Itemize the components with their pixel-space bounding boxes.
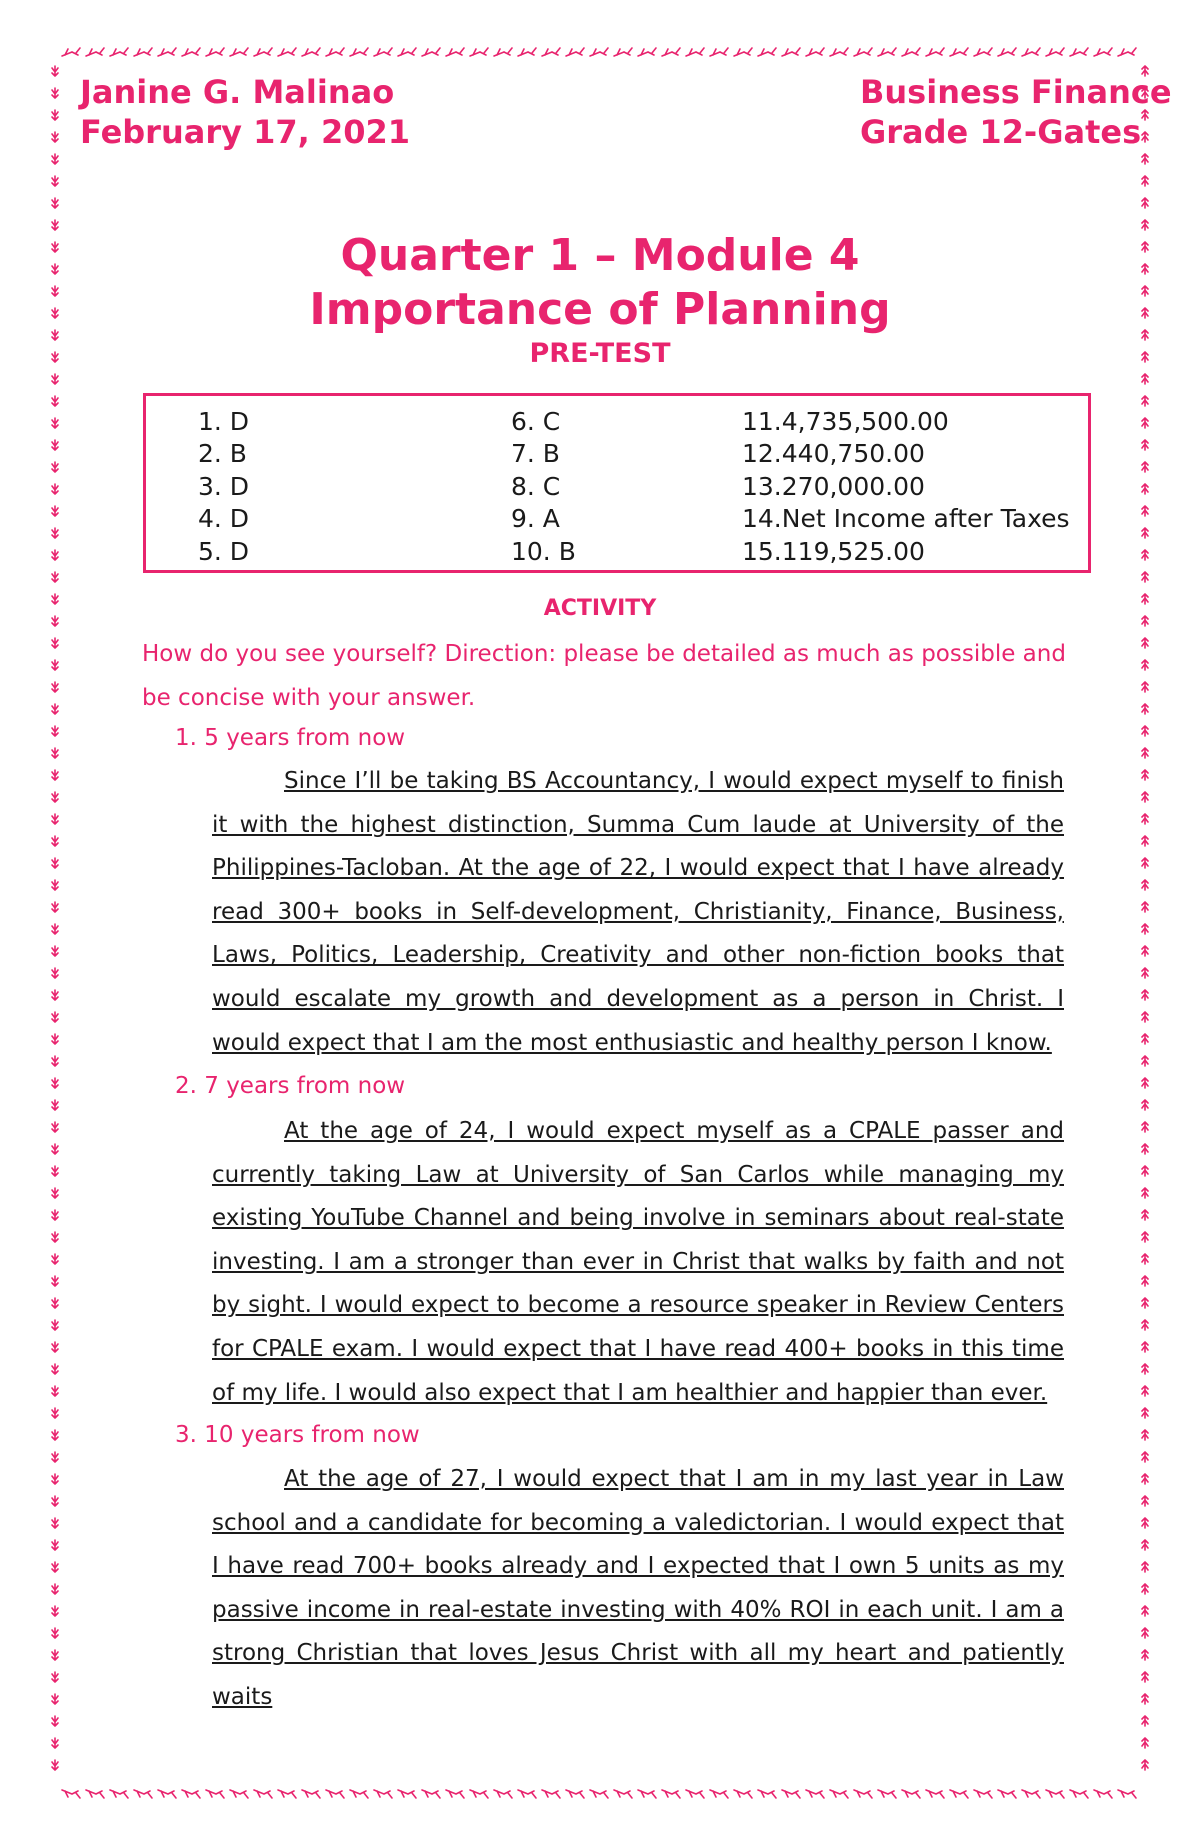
border-bottom-vines [62, 1790, 1136, 1798]
answer-3-paragraph: At the age of 27, I would expect that I am in my last year in Law school and a candidate for becoming a valedictorian. I would expect that I have read 700+ books already and I expected that I own 5 units as my passive income in real-estate investing with 40% ROI in each unit. I am a strong Christian that loves Jesus Christ with all my heart and patiently waits [212, 1466, 1064, 1710]
answer-item: 2. B [198, 439, 247, 469]
question-3-label: 3. 10 years from now [175, 1422, 420, 1448]
answer-item: 5. D [198, 536, 250, 566]
answer-item: 7. B [511, 439, 560, 469]
answer-item: 4. D [198, 504, 250, 534]
answer-item: 11.4,735,500.00 [742, 407, 949, 436]
answer-item: 6. C [511, 407, 561, 436]
answer-item: 3. D [198, 471, 250, 501]
answer-item: 13.270,000.00 [742, 471, 925, 501]
module-subtitle: Importance of Planning [309, 284, 891, 335]
question-1-label: 1. 5 years from now [175, 725, 406, 751]
section-heading: PRE-TEST [529, 338, 671, 369]
answer-item: 14.Net Income after Taxes [742, 504, 1070, 534]
submission-date: February 17, 2021 [80, 113, 410, 151]
answer-column-1 [198, 406, 249, 568]
answer-item: 8. C [511, 471, 561, 501]
border-top-vines [62, 48, 1136, 56]
grade-section: Grade 12-Gates [860, 113, 1142, 151]
activity-heading: ACTIVITY [543, 596, 657, 621]
subject-name: Business Finance [860, 73, 1172, 111]
answer-item: 12.440,750.00 [742, 439, 925, 469]
answer-column-2 [511, 406, 576, 568]
answer-item: 9. A [511, 504, 560, 534]
question-2-label: 2. 7 years from now [175, 1073, 406, 1099]
answer-item: 15.119,525.00 [742, 536, 925, 566]
header-right [860, 72, 1172, 152]
answer-column-3 [742, 406, 1070, 568]
answer-item: 1. D [198, 407, 250, 436]
student-name: Janine G. Malinao [80, 73, 395, 111]
header-left [80, 72, 410, 152]
pretest-answer-box [143, 393, 1091, 573]
module-title: Quarter 1 – Module 4 [340, 230, 860, 281]
activity-direction: How do you see yourself? Direction: please be detailed as much as possible and be concise with your answer. [142, 641, 1066, 711]
answer-item: 10. B [511, 536, 576, 566]
answer-2-paragraph: At the age of 24, I would expect myself as a CPALE passer and currently taking Law at University of San Carlos while managing my existing YouTube Channel and being involve in seminars about real-state investing. I am a stronger than ever in Christ that walks by faith and not by sight. I would expect to become a resource speaker in Review Centers for CPALE exam. I would expect that I have read 400+ books in this time of my life. I would also expect that I am healthier and happier than ever. [212, 1118, 1064, 1406]
answer-1-paragraph: Since I’ll be taking BS Accountancy, I would expect myself to finish it with the highest distinction, Summa Cum laude at University of the Philippines-Tacloban. At the age of 22, I would expect that I have already read 300+ books in Self-development, Christianity, Finance, Business, Laws, Politics, Leadership, Creativity and other non-fiction books that would escalate my growth and development as a person in Christ. I would expect that I am the most enthusiastic and healthy person I know. [212, 768, 1064, 1056]
